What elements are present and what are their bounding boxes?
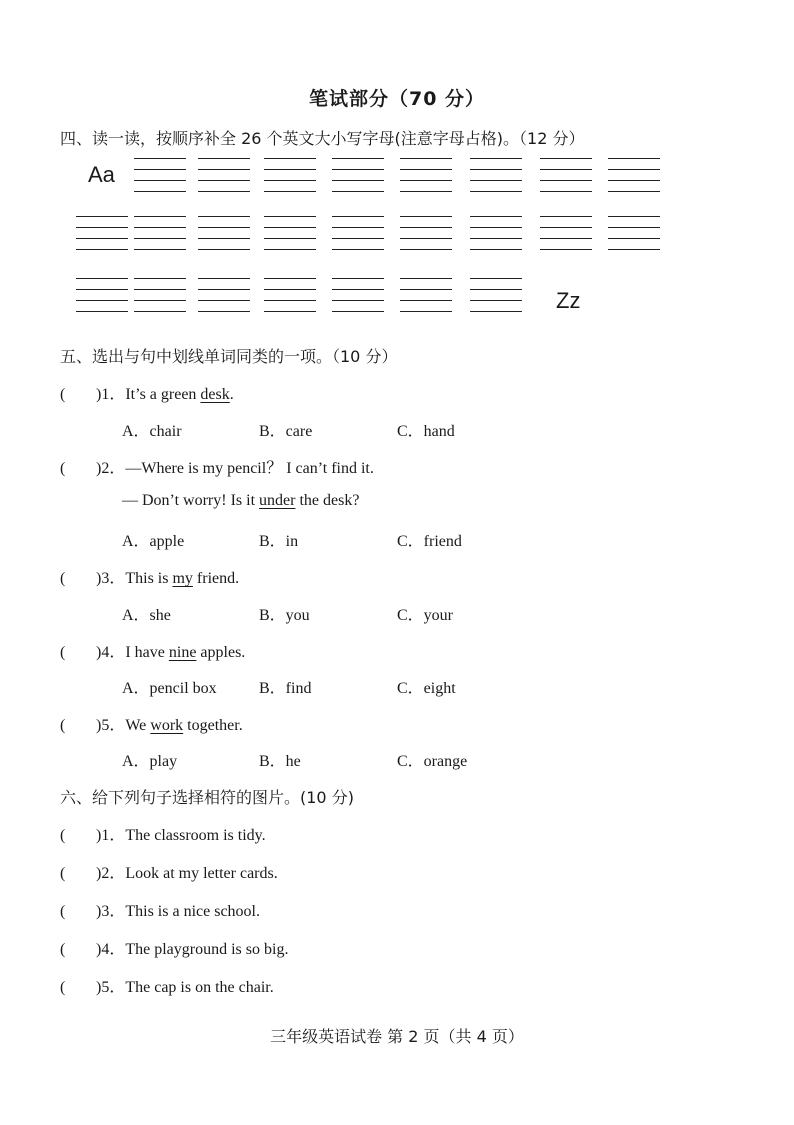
underlined-word: under [259, 492, 296, 509]
four-line-grid[interactable] [264, 216, 316, 250]
s5-question-4: ( )4．I have nine apples. [60, 644, 246, 661]
four-line-grid[interactable] [608, 158, 660, 192]
answer-paren[interactable]: ( [60, 979, 66, 996]
s5-q5-option-b: B．he [259, 753, 301, 770]
end-letter-zz: Zz [556, 288, 581, 313]
four-line-grid[interactable] [198, 216, 250, 250]
answer-paren[interactable]: ( [60, 941, 66, 958]
s5-question-2-line-2: — Don’t worry! Is it under the desk? [122, 492, 360, 509]
s5-q5-option-a: A．play [122, 753, 178, 770]
s5-q2-option-a: A．apple [122, 533, 185, 550]
four-line-grid[interactable] [470, 158, 522, 192]
answer-paren[interactable]: ( [60, 903, 66, 920]
four-line-grid[interactable] [608, 216, 660, 250]
section-4-heading: 四、读一读，按顺序补全 26 个英文大小写字母(注意字母占格)。（12 分） [60, 129, 585, 148]
s6-item-3: ( )3．This is a nice school. [60, 903, 260, 920]
four-line-grid[interactable] [332, 278, 384, 312]
page-footer: 三年级英语试卷 第 2 页（共 4 页） [270, 1027, 524, 1046]
answer-paren[interactable]: ( [60, 865, 66, 882]
four-line-grid[interactable] [264, 278, 316, 312]
four-line-grid[interactable] [540, 158, 592, 192]
s5-q3-option-c: C．your [397, 607, 454, 624]
underlined-word: desk [200, 386, 230, 403]
four-line-grid[interactable] [134, 278, 186, 312]
four-line-grid[interactable] [76, 216, 128, 250]
answer-paren[interactable]: ( [60, 570, 66, 587]
s5-q5-option-c: C．orange [397, 753, 468, 770]
answer-paren[interactable]: ( [60, 644, 66, 661]
four-line-grid[interactable] [264, 158, 316, 192]
four-line-grid[interactable] [470, 216, 522, 250]
answer-paren[interactable]: ( [60, 717, 66, 734]
s6-item-4: ( )4．The playground is so big. [60, 941, 289, 958]
section-5-heading: 五、选出与句中划线单词同类的一项。（10 分） [60, 347, 398, 366]
four-line-grid[interactable] [400, 278, 452, 312]
underlined-word: nine [168, 644, 197, 661]
s5-q1-option-b: B．care [259, 423, 313, 440]
underlined-word: work [150, 717, 184, 734]
page-title: 笔试部分（70 分） [308, 88, 486, 110]
s5-question-2: ( )2．—Where is my pencil？ I can’t find it. [60, 460, 374, 477]
four-line-grid[interactable] [400, 216, 452, 250]
four-line-grid[interactable] [332, 216, 384, 250]
four-line-grid[interactable] [76, 278, 128, 312]
four-line-grid[interactable] [540, 216, 592, 250]
start-letter-aa: Aa [88, 162, 115, 187]
section-6-heading: 六、给下列句子选择相符的图片。(10 分) [60, 788, 354, 807]
underlined-word: my [172, 570, 193, 587]
four-line-grid[interactable] [198, 158, 250, 192]
s6-item-1: ( )1．The classroom is tidy. [60, 827, 266, 844]
answer-paren[interactable]: ( [60, 386, 66, 403]
four-line-grid[interactable] [332, 158, 384, 192]
four-line-grid[interactable] [134, 158, 186, 192]
four-line-grid[interactable] [198, 278, 250, 312]
s6-item-2: ( )2．Look at my letter cards. [60, 865, 278, 882]
s5-q4-option-b: B．find [259, 680, 312, 697]
answer-paren[interactable]: ( [60, 827, 66, 844]
s5-q2-option-c: C．friend [397, 533, 462, 550]
answer-paren[interactable]: ( [60, 460, 66, 477]
four-line-grid[interactable] [470, 278, 522, 312]
s5-question-3: ( )3．This is my friend. [60, 570, 240, 587]
s5-q1-option-c: C．hand [397, 423, 455, 440]
four-line-grid[interactable] [134, 216, 186, 250]
s5-q4-option-c: C．eight [397, 680, 456, 697]
s6-item-5: ( )5．The cap is on the chair. [60, 979, 274, 996]
s5-q2-option-b: B．in [259, 533, 299, 550]
s5-q1-option-a: A．chair [122, 423, 182, 440]
s5-q3-option-b: B．you [259, 607, 310, 624]
s5-question-1: ( )1．It’s a green desk. [60, 386, 234, 403]
s5-q3-option-a: A．she [122, 607, 171, 624]
s5-q4-option-a: A．pencil box [122, 680, 217, 697]
four-line-grid[interactable] [400, 158, 452, 192]
s5-question-5: ( )5．We work together. [60, 717, 243, 734]
